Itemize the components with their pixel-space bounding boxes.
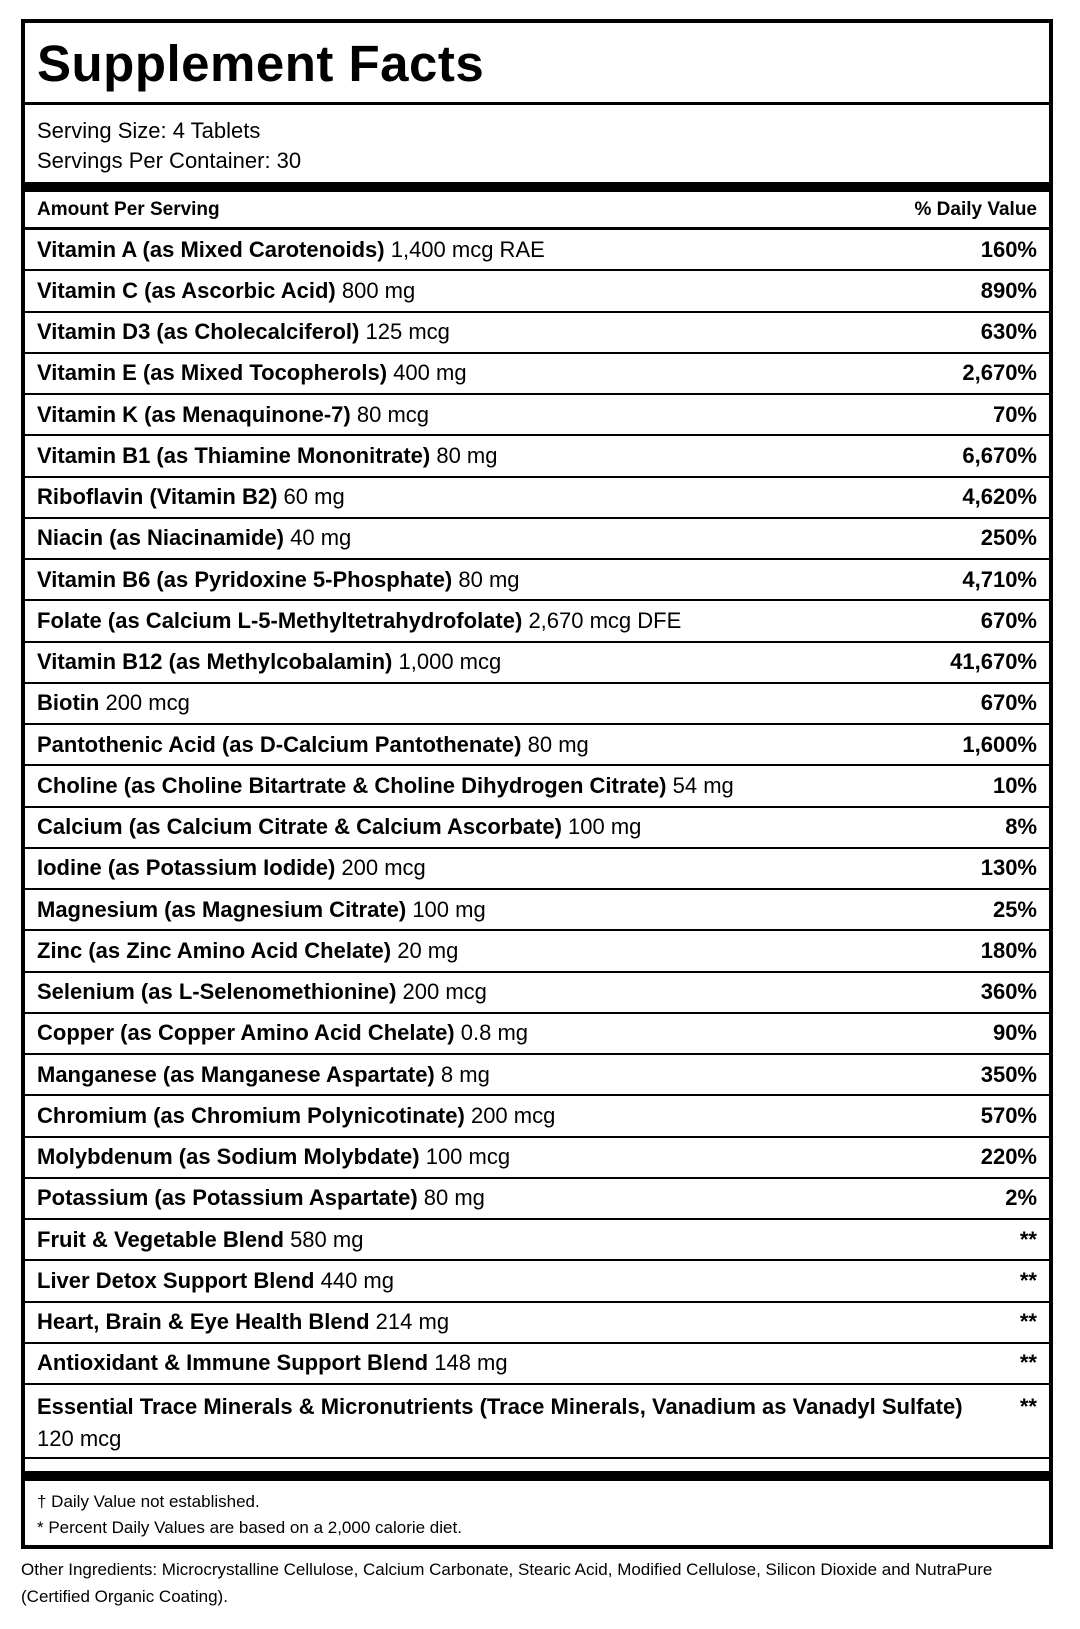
daily-value: 8% bbox=[1005, 814, 1037, 840]
daily-value: 670% bbox=[980, 607, 1037, 633]
daily-value: 25% bbox=[992, 896, 1037, 922]
daily-value: 360% bbox=[980, 979, 1037, 1005]
nutrient-amount: 80 mg bbox=[423, 1185, 485, 1211]
nutrient-amount: 120 mcg bbox=[37, 1426, 122, 1451]
nutrient-name: Copper (as Copper Amino Acid Chelate) bbox=[37, 1020, 455, 1046]
nutrient-name: Zinc (as Zinc Amino Acid Chelate) bbox=[37, 937, 392, 963]
table-header bbox=[25, 192, 1049, 230]
nutrient-amount: 440 mg bbox=[320, 1267, 394, 1293]
nutrient-name: Potassium (as Potassium Aspartate) bbox=[37, 1185, 418, 1211]
daily-value: 250% bbox=[980, 525, 1037, 551]
nutrient-name: Vitamin B12 (as Methylcobalamin) bbox=[37, 649, 393, 675]
daily-value: ** bbox=[1019, 1309, 1037, 1335]
nutrient-amount: 2,670 mcg DFE bbox=[528, 607, 682, 633]
daily-value: 670% bbox=[980, 690, 1037, 716]
daily-value: ** bbox=[1019, 1267, 1037, 1293]
table-row bbox=[25, 1220, 1049, 1261]
table-row bbox=[25, 354, 1049, 395]
nutrient-amount: 80 mcg bbox=[356, 401, 430, 427]
nutrient-name: Vitamin D3 (as Cholecalciferol) bbox=[37, 319, 360, 345]
daily-value: 10% bbox=[992, 772, 1037, 798]
daily-value: 160% bbox=[980, 236, 1037, 262]
nutrient-amount: 200 mcg bbox=[105, 690, 190, 716]
table-row bbox=[25, 1344, 1049, 1385]
nutrient-amount: 200 mcg bbox=[470, 1102, 556, 1128]
nutrient-name: Heart, Brain & Eye Health Blend bbox=[37, 1309, 370, 1335]
other-ingredients: Other Ingredients: Microcrystalline Cellulose, Calcium Carbonate, Stearic Acid, Modified Cellulose, Silicon Dioxide and NutraPure (Certified Organic Coating). bbox=[21, 1560, 993, 1606]
table-row bbox=[25, 890, 1049, 931]
table-row bbox=[25, 560, 1049, 601]
daily-value: 220% bbox=[980, 1144, 1037, 1170]
nutrient-name: Magnesium (as Magnesium Citrate) bbox=[37, 896, 407, 922]
nutrient-name: Vitamin E (as Mixed Tocopherols) bbox=[37, 360, 388, 386]
nutrient-amount: 100 mg bbox=[568, 814, 642, 840]
nutrient-amount: 214 mg bbox=[375, 1309, 450, 1335]
nutrient-name: Manganese (as Manganese Aspartate) bbox=[37, 1061, 435, 1087]
nutrient-amount: 20 mg bbox=[397, 937, 459, 963]
footnote-dagger: † Daily Value not established. bbox=[37, 1492, 260, 1511]
nutrient-name: Chromium (as Chromium Polynicotinate) bbox=[37, 1102, 465, 1128]
nutrient-name: Vitamin K (as Menaquinone-7) bbox=[37, 401, 351, 427]
table-row bbox=[25, 1138, 1049, 1179]
daily-value: 2,670% bbox=[962, 360, 1037, 386]
amount-per-serving-header: Amount Per Serving bbox=[37, 198, 220, 220]
nutrient-name: Liver Detox Support Blend bbox=[37, 1267, 315, 1293]
table-row bbox=[25, 1385, 1049, 1459]
daily-value: 6,670% bbox=[962, 442, 1037, 468]
table-row bbox=[25, 931, 1049, 972]
daily-value: 630% bbox=[980, 319, 1037, 345]
table-row bbox=[25, 1261, 1049, 1302]
nutrient-amount: 40 mg bbox=[290, 525, 352, 551]
nutrient-amount: 80 mg bbox=[527, 731, 589, 757]
nutrient-amount: 800 mg bbox=[341, 277, 416, 303]
nutrient-amount: 1,000 mcg bbox=[398, 649, 502, 675]
table-row bbox=[25, 1096, 1049, 1137]
table-row bbox=[25, 725, 1049, 766]
nutrient-name: Folate (as Calcium L-5-Methyltetrahydrofolate) bbox=[37, 607, 523, 633]
nutrient-name: Biotin bbox=[37, 690, 100, 716]
nutrient-name: Vitamin A (as Mixed Carotenoids) bbox=[37, 236, 385, 262]
daily-value: 90% bbox=[992, 1020, 1037, 1046]
nutrient-amount: 8 mg bbox=[440, 1061, 490, 1087]
daily-value-header: % Daily Value bbox=[914, 198, 1037, 220]
nutrient-amount: 148 mg bbox=[434, 1350, 508, 1376]
nutrient-amount: 580 mg bbox=[290, 1226, 364, 1252]
serving-info bbox=[25, 105, 1049, 182]
daily-value: 130% bbox=[980, 855, 1037, 881]
table-row bbox=[25, 1055, 1049, 1096]
daily-value: 890% bbox=[980, 277, 1037, 303]
nutrient-amount: 100 mcg bbox=[425, 1144, 511, 1170]
table-row bbox=[25, 271, 1049, 312]
daily-value: ** bbox=[1019, 1350, 1037, 1376]
nutrient-name: Choline (as Choline Bitartrate & Choline Dihydrogen Citrate) bbox=[37, 772, 667, 798]
daily-value: 4,710% bbox=[962, 566, 1037, 592]
footnotes bbox=[25, 1481, 1049, 1541]
table-row bbox=[25, 230, 1049, 271]
daily-value: 70% bbox=[992, 401, 1037, 427]
table-row bbox=[25, 436, 1049, 477]
nutrient-name: Antioxidant & Immune Support Blend bbox=[37, 1350, 429, 1376]
nutrient-name: Iodine (as Potassium Iodide) bbox=[37, 855, 336, 881]
nutrient-amount: 80 mg bbox=[458, 566, 520, 592]
daily-value: 570% bbox=[980, 1102, 1037, 1128]
table-row bbox=[25, 601, 1049, 642]
thick-divider bbox=[25, 182, 1049, 192]
daily-value: 2% bbox=[1005, 1185, 1037, 1211]
table-row bbox=[25, 808, 1049, 849]
daily-value: 41,670% bbox=[950, 649, 1037, 675]
table-row bbox=[25, 1179, 1049, 1220]
nutrient-name: Riboflavin (Vitamin B2) bbox=[37, 484, 278, 510]
nutrient-name: Selenium (as L-Selenomethionine) bbox=[37, 979, 397, 1005]
daily-value: 350% bbox=[980, 1061, 1037, 1087]
nutrient-name: Pantothenic Acid (as D-Calcium Pantothenate) bbox=[37, 731, 522, 757]
footnote-percent: * Percent Daily Values are based on a 2,000 calorie diet. bbox=[37, 1518, 462, 1537]
table-row bbox=[25, 973, 1049, 1014]
daily-value: 180% bbox=[980, 937, 1037, 963]
table-row bbox=[25, 849, 1049, 890]
table-row bbox=[25, 313, 1049, 354]
nutrient-name: Vitamin B1 (as Thiamine Mononitrate) bbox=[37, 442, 431, 468]
nutrient-name: Niacin (as Niacinamide) bbox=[37, 525, 284, 551]
table-row bbox=[25, 684, 1049, 725]
nutrient-name: Molybdenum (as Sodium Molybdate) bbox=[37, 1144, 420, 1170]
nutrient-name: Vitamin B6 (as Pyridoxine 5-Phosphate) bbox=[37, 566, 453, 592]
table-row bbox=[25, 643, 1049, 684]
nutrient-amount: 200 mcg bbox=[341, 855, 426, 881]
nutrient-name: Fruit & Vegetable Blend bbox=[37, 1226, 284, 1252]
panel-title: Supplement Facts bbox=[25, 23, 1049, 105]
nutrient-name: Vitamin C (as Ascorbic Acid) bbox=[37, 277, 336, 303]
nutrient-table bbox=[25, 230, 1049, 1385]
serving-size: Serving Size: 4 Tablets bbox=[37, 118, 261, 143]
table-row bbox=[25, 1303, 1049, 1344]
daily-value: 4,620% bbox=[962, 484, 1037, 510]
nutrient-name: Essential Trace Minerals & Micronutrients (Trace Minerals, Vanadium as Vanadyl Sulfate) bbox=[37, 1394, 963, 1419]
table-row bbox=[25, 478, 1049, 519]
nutrient-amount: 80 mg bbox=[436, 442, 498, 468]
nutrient-amount: 1,400 mcg RAE bbox=[390, 236, 545, 262]
nutrient-amount: 125 mcg bbox=[365, 319, 450, 345]
daily-value: ** bbox=[1019, 1394, 1037, 1419]
table-row bbox=[25, 766, 1049, 807]
nutrient-amount: 400 mg bbox=[393, 360, 467, 386]
daily-value: 1,600% bbox=[962, 731, 1037, 757]
supplement-facts-panel bbox=[21, 19, 1053, 1549]
servings-per-container: Servings Per Container: 30 bbox=[37, 148, 302, 173]
table-row bbox=[25, 395, 1049, 436]
table-row bbox=[25, 1014, 1049, 1055]
daily-value: ** bbox=[1019, 1226, 1037, 1252]
nutrient-name: Calcium (as Calcium Citrate & Calcium Ascorbate) bbox=[37, 814, 562, 840]
nutrient-amount: 60 mg bbox=[283, 484, 345, 510]
table-row bbox=[25, 519, 1049, 560]
nutrient-amount: 0.8 mg bbox=[460, 1020, 529, 1046]
nutrient-amount: 100 mg bbox=[412, 896, 486, 922]
thick-divider bbox=[25, 1471, 1049, 1481]
nutrient-amount: 54 mg bbox=[672, 772, 734, 798]
nutrient-amount: 200 mcg bbox=[402, 979, 487, 1005]
